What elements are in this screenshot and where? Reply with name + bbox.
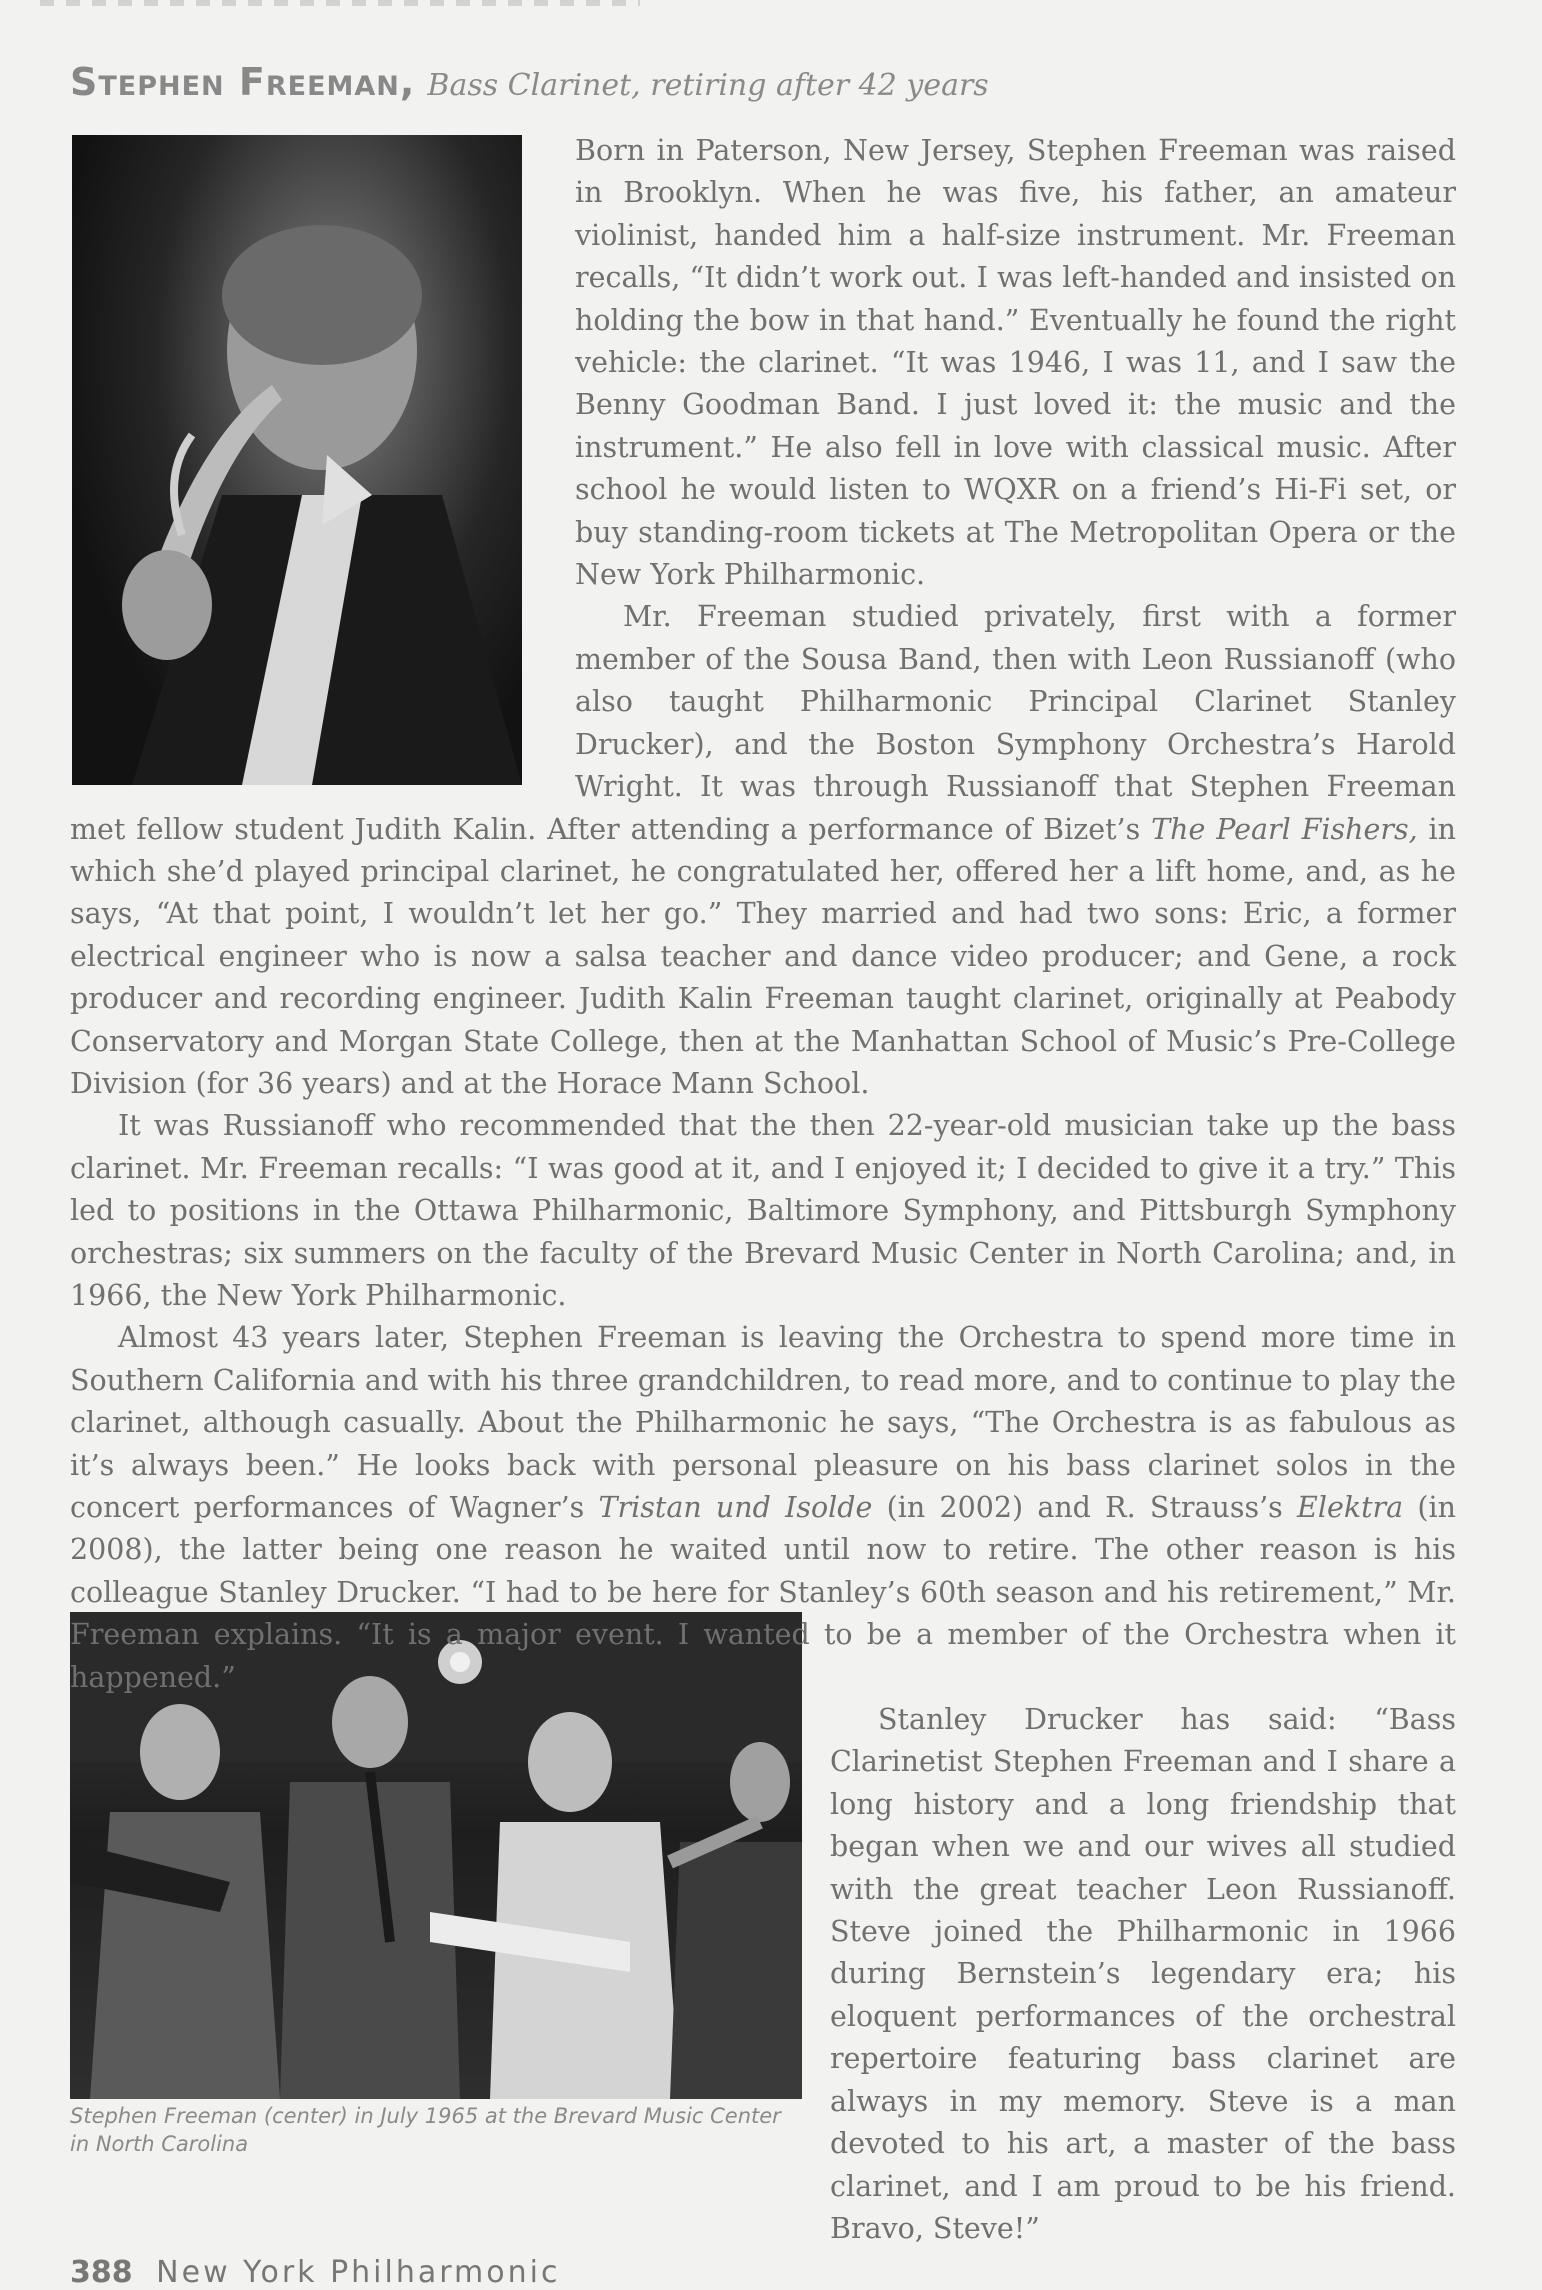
page-footer (70, 2255, 770, 2290)
paragraph-4-part-c: (in 2008), the latter being one reason he waited until now to retire. The other reason is his colleague Stanley Drucker. “I had to be here for Stanley’s 60th season and his retirement,” Mr. Freeman explains. “It is a major event. I wanted to be a member of the Orchestra when it happened.” (70, 1491, 1456, 1694)
paragraph-3: It was Russianoff who recommended that the then 22-year-old musician take up the bass clarinet. Mr. Freeman recalls: “I was good at it, and I enjoyed it; I decided to give it a try.” This led to positions in the Ottawa Philharmonic, Baltimore Symphony, and Pittsburgh Symphony orchestras; six summers on the faculty of the Brevard Music Center in North Carolina; and, in 1966, the New York Philharmonic. (70, 1109, 1456, 1312)
opera-title-tristan: Tristan und Isolde (598, 1491, 873, 1524)
paragraph-4-part-a: Almost 43 years later, Stephen Freeman is leaving the Orchestra to spend more time in Southern California and with his three grandchildren, to read more, and to continue to play the clarinet, although casually. About the Philharmonic he says, “The Orchestra is as fabulous as it’s always been.” He looks back with personal pleasure on his bass clarinet solos in the concert performances of Wagner’s (70, 1321, 1456, 1524)
portrait-spacer (70, 130, 575, 803)
headline-name: Stephen Freeman, (70, 60, 416, 104)
opera-title-elektra: Elektra (1297, 1491, 1404, 1524)
paragraph-2-part-a: Mr. Freeman studied privately, first with a former member of the Sousa Band, then with Leon Russianoff (who also taught Philharmonic Principal Clarinet Stanley Drucker), and the Boston Symphony Orchestra’s Harold Wright. It was through Russianoff that Stephen Freeman met fellow student Judith Kalin. After attending a performance of Bizet’s (70, 600, 1456, 846)
paragraph-1: Born in Paterson, New Jersey, Stephen Freeman was raised in Brooklyn. When he was five, his father, an amateur violinist, handed him a half-size instrument. Mr. Freeman recalls, “It didn’t work out. I was left-handed and insisted on holding the bow in that hand.” Eventually he found the right vehicle: the clarinet. “It was 1946, I was 11, and I saw the Benny Goodman Band. I just loved it: the music and the instrument.” He also fell in love with classical music. After school he would listen to WQXR on a friend’s Hi-Fi set, or buy standing-room tickets at The Metropolitan Opera or the New York Philharmonic. (575, 134, 1456, 592)
page-number: 388 (70, 2255, 133, 2290)
publication-name: New York Philharmonic (156, 2255, 561, 2290)
headline-subtitle: Bass Clarinet, retiring after 42 years (427, 68, 989, 103)
scan-artifact (40, 0, 640, 6)
paragraph-5: Stanley Drucker has said: “Bass Clarinetist Stephen Freeman and I share a long history and a long friendship that began when we and our wives all studied with the great teacher Leon Russianoff. Steve joined the Philharmonic in 1966 during Bernstein’s legendary era; his eloquent performances of the orchestral repertoire featuring bass clarinet are always in my memory. Steve is a man devoted to his art, a master of the bass clarinet, and I am proud to be his friend. Bravo, Steve!” (830, 1703, 1456, 2245)
paragraph-4-part-b: (in 2002) and R. Strauss’s (872, 1491, 1298, 1524)
paragraph-2-part-b: in which she’d played principal clarinet, he congratulated her, offered her a lift home, and, as he says, “At that point, I wouldn’t let her go.” They married and had two sons: Eric, a former electrical engineer who is now a salsa teacher and dance video producer; and Gene, a rock producer and recording engineer. Judith Kalin Freeman taught clarinet, originally at Peabody Conservatory and Morgan State College, then at the Manhattan School of Music’s Pre-College Division (for 36 years) and at the Horace Mann School. (70, 812, 1456, 1100)
article-headline (70, 52, 1470, 116)
paragraph-4 (70, 1317, 1456, 1699)
article-body (70, 130, 1456, 2250)
group-photo-caption: Stephen Freeman (center) in July 1965 at the Brevard Music Center in North Carolina (70, 2104, 781, 2156)
opera-title-pearl-fishers: The Pearl Fishers, (1151, 812, 1418, 846)
